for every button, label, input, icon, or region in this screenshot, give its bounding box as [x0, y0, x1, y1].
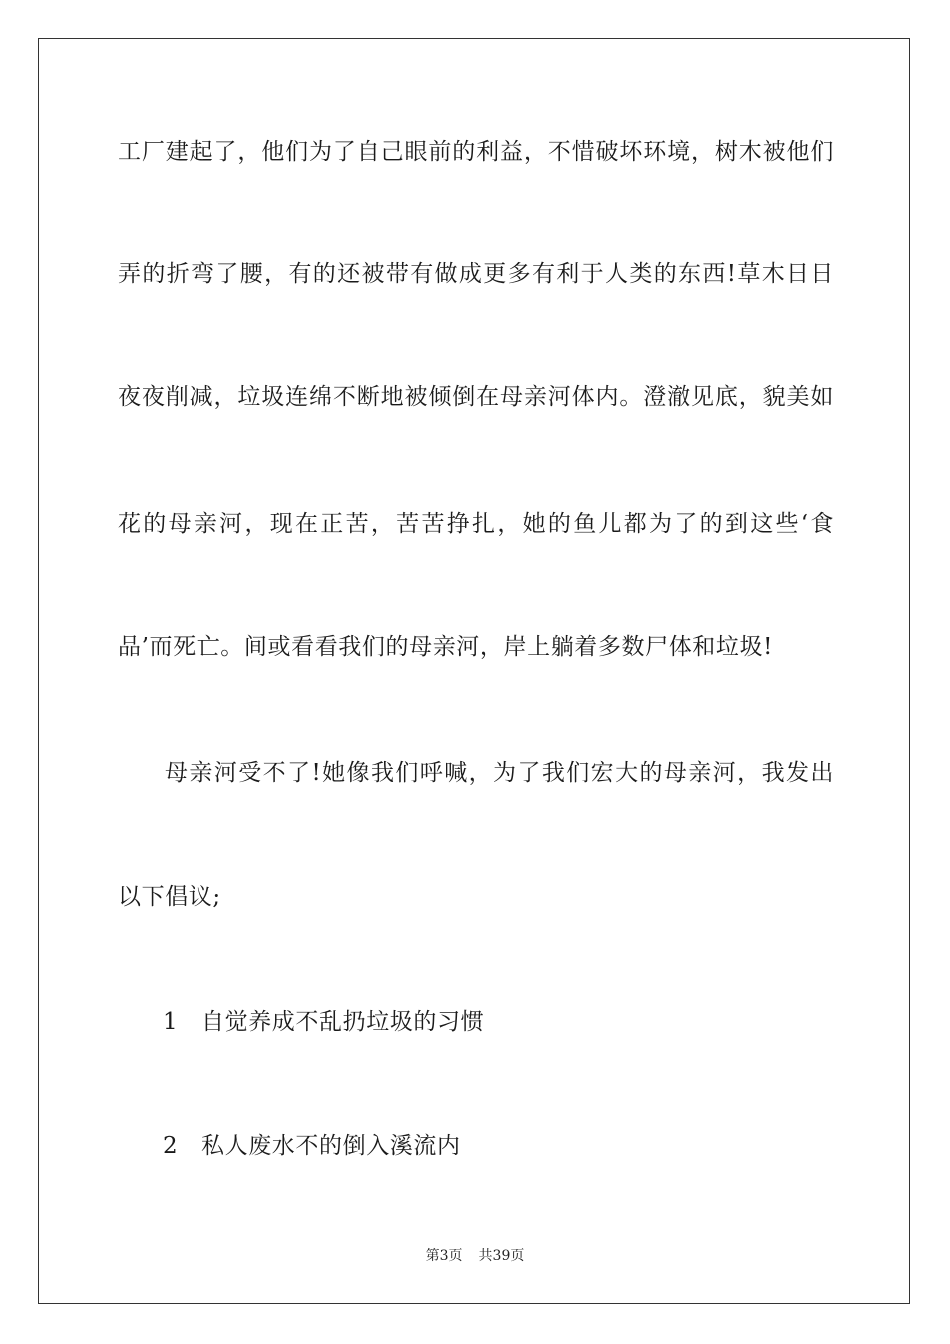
paragraph-line: 以下倡议; — [118, 884, 221, 910]
page-border — [38, 38, 910, 1304]
paragraph-line: 品’而死亡。间或看看我们的母亲河，岸上躺着多数尸体和垃圾! — [118, 634, 773, 660]
paragraph-line: 花的母亲河，现在正苦，苦苦挣扎，她的鱼儿都为了的到这些‘食 — [118, 511, 834, 537]
list-item-number: 2 — [163, 1133, 179, 1159]
page-number: 第3页 — [425, 1248, 463, 1264]
page-total: 共39页 — [478, 1248, 525, 1264]
list-item — [163, 1131, 461, 1161]
list-item-number: 1 — [163, 1009, 179, 1035]
list-item-text: 私人废水不的倒入溪流内 — [201, 1133, 461, 1159]
paragraph-line: 夜夜削减，垃圾连绵不断地被倾倒在母亲河体内。澄澈见底，貌美如 — [118, 384, 834, 410]
page-footer — [0, 1247, 950, 1265]
paragraph-line: 工厂建起了，他们为了自己眼前的利益，不惜破坏环境，树木被他们 — [118, 139, 834, 165]
paragraph-line: 母亲河受不了!她像我们呼喊，为了我们宏大的母亲河，我发出 — [165, 760, 834, 786]
list-item-text: 自觉养成不乱扔垃圾的习惯 — [201, 1009, 485, 1035]
paragraph-line: 弄的折弯了腰，有的还被带有做成更多有利于人类的东西!草木日日 — [118, 261, 834, 287]
list-item — [163, 1007, 484, 1037]
